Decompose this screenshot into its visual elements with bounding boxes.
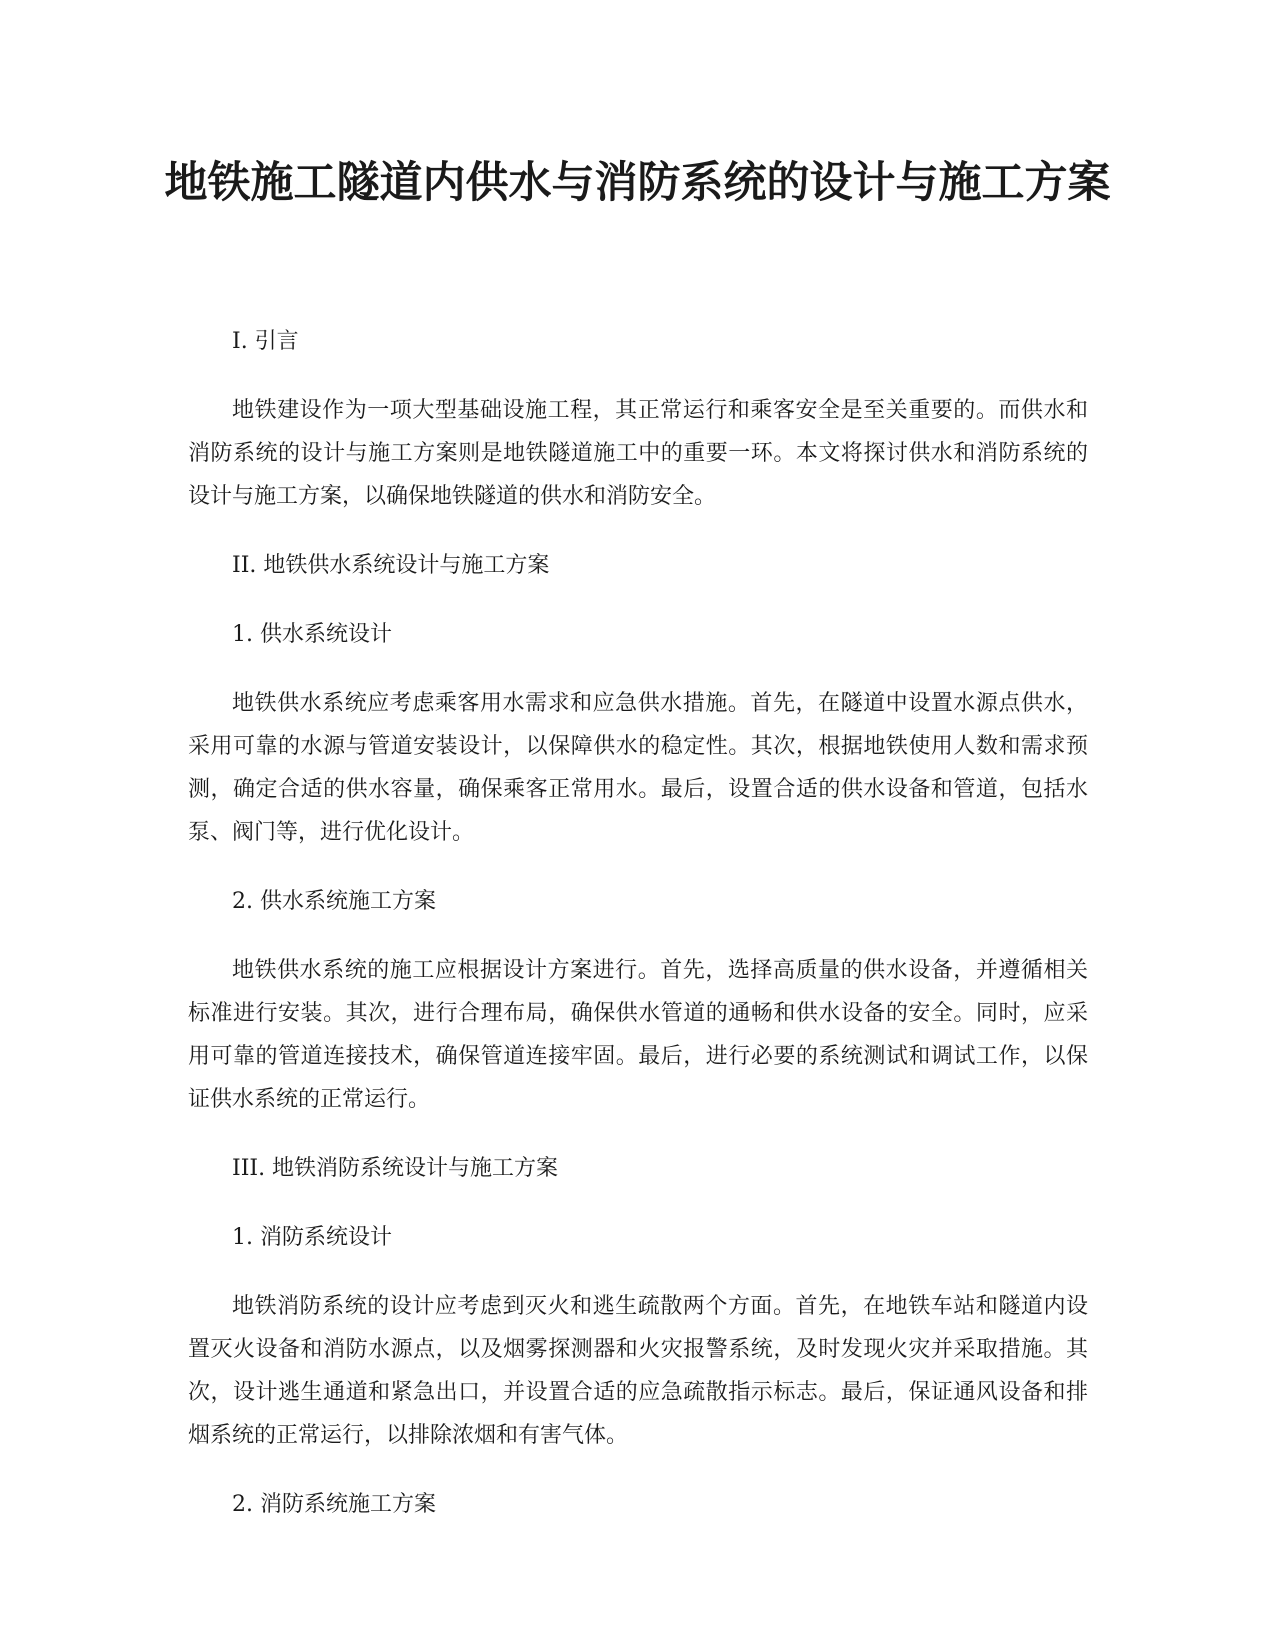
section-heading-fire-protection: III. 地铁消防系统设计与施工方案 xyxy=(232,1156,559,1181)
paragraph-fire-design: 地铁消防系统的设计应考虑到灭火和逃生疏散两个方面。首先，在地铁车站和隧道内设置灭火设备和消防水源点，以及烟雾探测器和火灾报警系统，及时发现火灾并采取措施。其次，设计逃生通道和紧急出口，并设置合适的应急疏散指示标志。最后，保证通风设备和排烟系统的正常运行，以排除浓烟和有害气体。 xyxy=(188,1294,1088,1448)
paragraph-water-design: 地铁供水系统应考虑乘客用水需求和应急供水措施。首先，在隧道中设置水源点供水，采用可靠的水源与管道安装设计，以保障供水的稳定性。其次，根据地铁使用人数和需求预测，确定合适的供水容量，确保乘客正常用水。最后，设置合适的供水设备和管道，包括水泵、阀门等，进行优化设计。 xyxy=(188,691,1088,845)
subsection-heading-water-construction: 2. 供水系统施工方案 xyxy=(232,889,436,914)
paragraph-introduction: 地铁建设作为一项大型基础设施工程，其正常运行和乘客安全是至关重要的。而供水和消防系统的设计与施工方案则是地铁隧道施工中的重要一环。本文将探讨供水和消防系统的设计与施工方案，以确保地铁隧道的供水和消防安全。 xyxy=(188,398,1088,509)
subsection-heading-fire-construction: 2. 消防系统施工方案 xyxy=(232,1492,436,1517)
document-body xyxy=(188,320,1088,1552)
section-heading-water-supply: II. 地铁供水系统设计与施工方案 xyxy=(232,553,550,578)
paragraph-water-construction: 地铁供水系统的施工应根据设计方案进行。首先，选择高质量的供水设备，并遵循相关标准进行安装。其次，进行合理布局，确保供水管道的通畅和供水设备的安全。同时，应采用可靠的管道连接技术，确保管道连接牢固。最后，进行必要的系统测试和调试工作，以保证供水系统的正常运行。 xyxy=(188,958,1088,1112)
section-heading-introduction: I. 引言 xyxy=(232,329,299,354)
subsection-heading-water-design: 1. 供水系统设计 xyxy=(232,622,392,647)
document-title: 地铁施工隧道内供水与消防系统的设计与施工方案 xyxy=(164,158,1111,208)
subsection-heading-fire-design: 1. 消防系统设计 xyxy=(232,1225,392,1250)
